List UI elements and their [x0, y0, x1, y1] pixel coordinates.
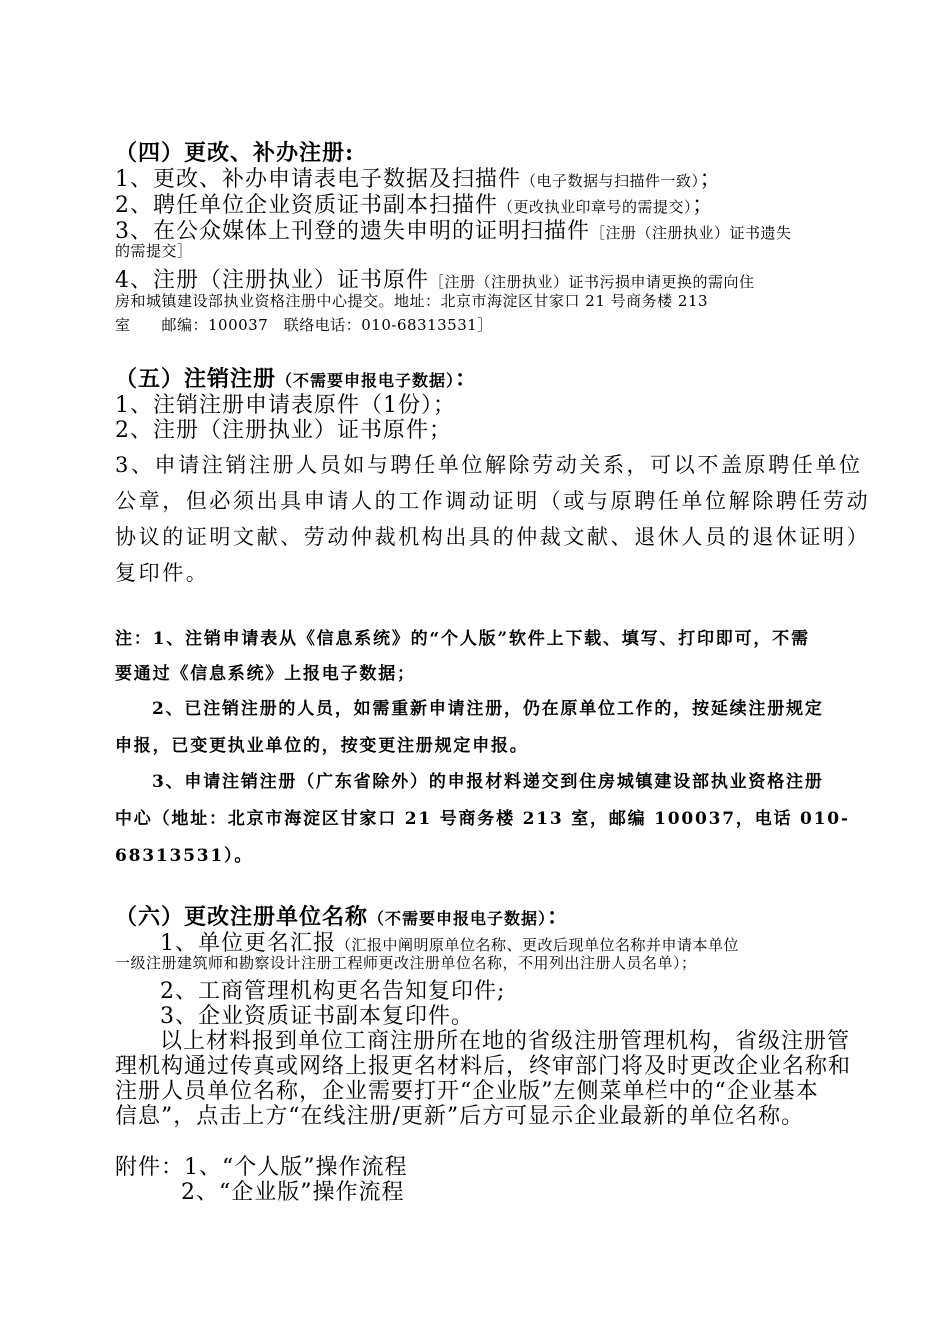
section-4-item-2: 2、聘任单位企业资质证书副本扫描件（更改执业印章号的需提交）； [115, 193, 716, 218]
section-4-item-4-cont-1: 房和城镇建设部执业资格注册中心提交。地址：北京市海淀区甘家口 21 号商务楼 213 [115, 292, 709, 310]
section-5-item-1: 1、注销注册申请表原件（1份）； [115, 393, 456, 418]
attachment-2: 2、“企业版”操作流程 [181, 1180, 405, 1205]
section-6-paragraph-line-1: 以上材料报到单位工商注册所在地的省级注册管理机构，省级注册管 [160, 1029, 851, 1054]
note-3-line-2: 中心（地址：北京市海淀区甘家口 21 号商务楼 213 室，邮编 100037，电话 010- [115, 809, 850, 829]
section-5-item-2: 2、注册（注册执业）证书原件； [115, 418, 452, 443]
section-5-item-3-line-2: 公章，但必须出具申请人的工作调动证明（或与原聘任单位解除聘任劳动 [115, 489, 871, 513]
section-5-item-3-line-4: 复印件。 [115, 561, 210, 585]
note-3-line-1: 3、申请注销注册（广东省除外）的申报材料递交到住房城镇建设部执业资格注册 [152, 772, 824, 792]
note-3-line-3: 68313531）。 [115, 846, 254, 866]
section-5-item-3-line-1: 3、申请注销注册人员如与聘任单位解除劳动关系，可以不盖原聘任单位 [115, 453, 863, 477]
section-4-item-4: 4、注册（注册执业）证书原件［注册（注册执业）证书污损申请更换的需向住 [115, 268, 755, 293]
section-6-item-2: 2、工商管理机构更名告知复印件; [160, 979, 506, 1004]
section-6-item-3: 3、企业资质证书副本复印件。 [160, 1004, 474, 1029]
section-4-title: （四）更改、补办注册: [115, 140, 355, 166]
section-4-item-4-cont-2: 室 邮编：100037 联络电话：010-68313531］ [115, 316, 493, 334]
section-4-item-3: 3、在公众媒体上刊登的遗失申明的证明扫描件［注册（注册执业）证书遗失 [115, 219, 792, 244]
note-2-line-1: 2、已注销注册的人员，如需重新申请注册，仍在原单位工作的，按延续注册规定 [152, 699, 824, 719]
section-4-item-1: 1、更改、补办申请表电子数据及扫描件（电子数据与扫描件一致）； [115, 167, 723, 192]
section-6-item-1-cont: 一级注册建筑师和勘察设计注册工程师更改注册单位名称，不用列出注册人员名单）； [115, 954, 697, 972]
section-6-paragraph-line-4: 信息”，点击上方“在线注册/更新”后方可显示企业最新的单位名称。 [115, 1104, 805, 1129]
attachment-1: 附件：1、“个人版”操作流程 [115, 1155, 408, 1180]
note-2-line-2: 申报，已变更执业单位的，按变更注册规定申报。 [115, 736, 529, 756]
section-5-item-3-line-3: 协议的证明文献、劳动仲裁机构出具的仲裁文献、退休人员的退休证明） [115, 525, 871, 549]
section-6-paragraph-line-2: 理机构通过传真或网络上报更名材料后，终审部门将及时更改企业名称和 [115, 1054, 852, 1079]
note-1-line-2: 要通过《信息系统》上报电子数据； [115, 664, 416, 684]
section-6-item-1: 1、单位更名汇报（汇报中阐明原单位名称、更改后现单位名称并申请本单位 [160, 931, 740, 956]
section-4-item-3-cont: 的需提交］ [115, 242, 193, 260]
section-5-title: （五）注销注册（不需要申报电子数据）： [115, 366, 479, 392]
note-1-line-1: 注：1、注销申请表从《信息系统》的“个人版”软件上下载、填写、打印即可，不需 [115, 629, 810, 649]
section-6-paragraph-line-3: 注册人员单位名称，企业需要打开“企业版”左侧菜单栏中的“企业基本 [115, 1079, 819, 1104]
section-6-title: （六）更改注册单位名称（不需要申报电子数据）： [115, 904, 571, 930]
